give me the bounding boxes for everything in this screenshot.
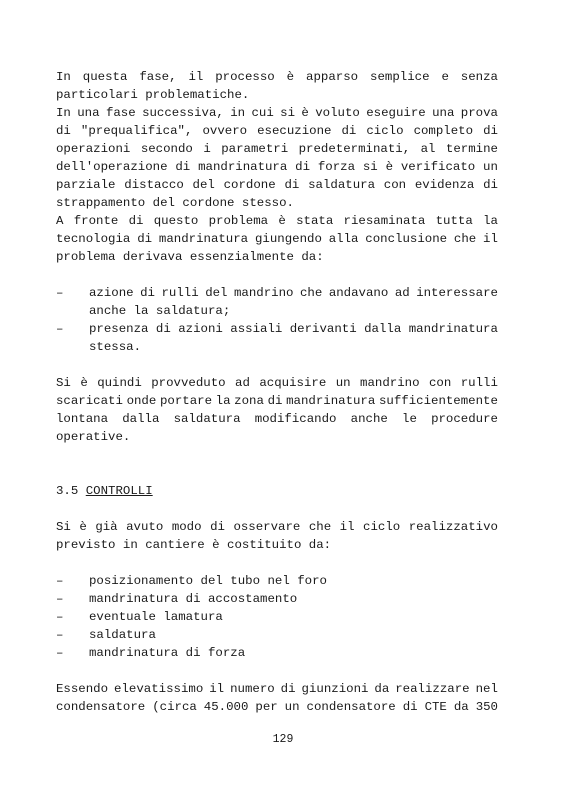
document-page xyxy=(56,68,498,716)
text-line: stessa. xyxy=(89,340,142,354)
list-item xyxy=(56,590,498,608)
paragraph-joints xyxy=(56,680,498,716)
text-line: dell'operazione di mandrinatura di forza si è verificato un xyxy=(56,160,498,174)
section-title: CONTROLLI xyxy=(85,484,153,498)
list-item xyxy=(56,572,498,590)
text-line: problema derivava essenzialmente da: xyxy=(56,250,324,264)
text-line: Essendo elevatissimo il numero di giunzioni da realizzare nel xyxy=(56,682,498,696)
list-item xyxy=(56,644,498,662)
text-line: A fronte di questo problema è stata riesaminata tutta la xyxy=(56,214,498,228)
text-line: mandrinatura di forza xyxy=(89,646,246,660)
text-line: parziale distacco del cordone di saldatura con evidenza di xyxy=(56,178,498,192)
text-line: tecnologia di mandrinatura giungendo alla conclusione che il xyxy=(56,232,498,246)
text-line: lontana dalla saldatura modificando anche le procedure xyxy=(56,412,498,426)
paragraph-cycle xyxy=(56,518,498,554)
text-line: di "prequalifica", ovvero esecuzione di ciclo completo di xyxy=(56,124,498,138)
paragraph-solution xyxy=(56,374,498,446)
page-number: 129 xyxy=(272,733,294,746)
text-line: mandrinatura di accostamento xyxy=(89,592,298,606)
list-item xyxy=(56,320,498,356)
text-line: previsto in cantiere è costituito da: xyxy=(56,538,332,552)
dash-bullet: – xyxy=(56,610,64,624)
paragraph-intro xyxy=(56,68,498,104)
list-item xyxy=(56,608,498,626)
text-line: operative. xyxy=(56,430,131,444)
list-item xyxy=(56,626,498,644)
text-line: Si è quindi provveduto ad acquisire un mandrino con rulli xyxy=(56,376,498,390)
text-line: condensatore (circa 45.000 per un condensatore di CTE da 350 xyxy=(56,700,498,714)
text-line: scaricati onde portare la zona di mandrinatura sufficientemente xyxy=(56,394,498,408)
dash-bullet: – xyxy=(56,322,64,336)
paragraph-problem xyxy=(56,212,498,266)
text-line: anche la saldatura; xyxy=(89,304,231,318)
text-line: In una fase successiva, in cui si è voluto eseguire una prova xyxy=(56,106,498,120)
paragraph-prequalifica xyxy=(56,104,498,212)
text-line: azione di rulli del mandrino che andavano ad interessare xyxy=(89,286,498,300)
text-line: posizionamento del tubo nel foro xyxy=(89,574,327,588)
section-number: 3.5 xyxy=(56,484,79,498)
list-item xyxy=(56,284,498,320)
cycle-steps-list xyxy=(56,572,498,662)
text-line: operazioni secondo i parametri predeterminati, al termine xyxy=(56,142,498,156)
dash-bullet: – xyxy=(56,286,64,300)
cause-list xyxy=(56,284,498,356)
dash-bullet: – xyxy=(56,592,64,606)
dash-bullet: – xyxy=(56,646,64,660)
dash-bullet: – xyxy=(56,574,64,588)
text-line: strappamento del cordone stesso. xyxy=(56,196,294,210)
text-line: In questa fase, il processo è apparso semplice e senza xyxy=(56,70,498,84)
section-heading xyxy=(56,482,498,500)
dash-bullet: – xyxy=(56,628,64,642)
text-line: presenza di azioni assiali derivanti dalla mandrinatura xyxy=(89,322,498,336)
text-line: eventuale lamatura xyxy=(89,610,223,624)
text-line: Si è già avuto modo di osservare che il ciclo realizzativo xyxy=(56,520,498,534)
text-line: particolari problematiche. xyxy=(56,88,250,102)
text-line: saldatura xyxy=(89,628,156,642)
